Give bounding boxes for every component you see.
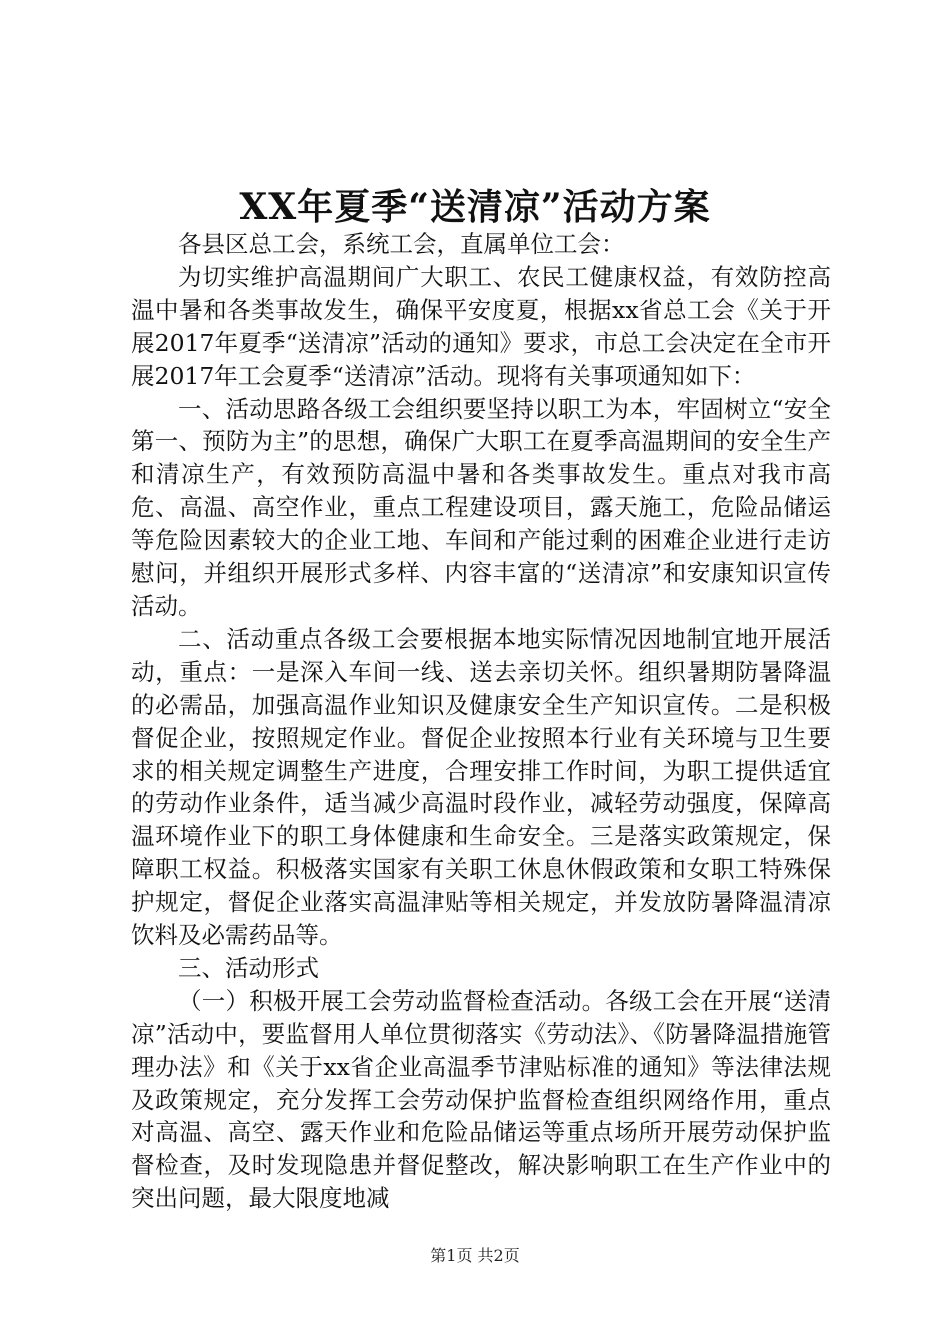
section-2-paragraph: 二、活动重点各级工会要根据本地实际情况因地制宜地开展活动，重点：一是深入车间一线、送去亲切关怀。组织暑期防暑降温的必需品，加强高温作业知识及健康安全生产知识宣传。二是积极督促企业，按照规定作业。督促企业按照本行业有关环境与卫生要求的相关规定调整生产进度，合理安排工作时间，为职工提供适宜的劳动作业条件，适当减少高温时段作业，减轻劳动强度，保障高温环境作业下的职工身体健康和生命安全。三是落实政策规定，保障职工权益。积极落实国家有关职工休息休假政策和女职工特殊保护规定，督促企业落实高温津贴等相关规定，并发放防暑降温清凉饮料及必需药品等。 xyxy=(131,624,831,950)
section-3-item-1-paragraph: （一）积极开展工会劳动监督检查活动。各级工会在开展“送清凉”活动中，要监督用人单位贯彻落实《劳动法》、《防暑降温措施管理办法》和《关于xx省企业高温季节津贴标准的通知》等法律法规及政策规定，充分发挥工会劳动保护监督检查组织网络作用，重点对高温、高空、露天作业和危险品储运等重点场所开展劳动保护监督检查，及时发现隐患并督促整改，解决影响职工在生产作业中的突出问题，最大限度地减 xyxy=(131,986,831,1213)
document-title: XX年夏季“送清凉”活动方案 xyxy=(239,186,711,228)
page-number-footer: 第1页 共2页 xyxy=(430,1246,520,1265)
section-1-paragraph: 一、活动思路各级工会组织要坚持以职工为本，牢固树立“安全第一、预防为主”的思想，确保广大职工在夏季高温期间的安全生产和清凉生产，有效预防高温中暑和各类事故发生。重点对我市高危、高温、高空作业，重点工程建设项目，露天施工，危险品储运等危险因素较大的企业工地、车间和产能过剩的困难企业进行走访慰问，并组织开展形式多样、内容丰富的“送清凉”和安康知识宣传活动。 xyxy=(131,394,831,620)
document-body xyxy=(131,228,831,1215)
section-3-heading: 三、活动形式 xyxy=(178,953,319,982)
salutation-paragraph: 各县区总工会，系统工会，直属单位工会： xyxy=(178,230,625,258)
intro-paragraph: 为切实维护高温期间广大职工、农民工健康权益，有效防控高温中暑和各类事故发生，确保平安度夏，根据xx省总工会《关于开展2017年夏季“送清凉”活动的通知》要求，市总工会决定在全市开展2017年工会夏季“送清凉”活动。现将有关事项通知如下： xyxy=(131,262,831,390)
